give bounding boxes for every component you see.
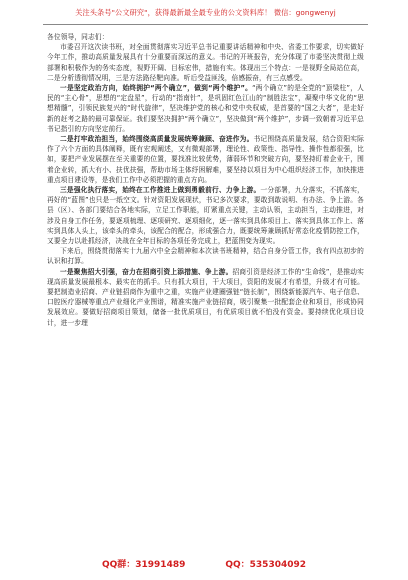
- point-2-heading: 二是打牢政治担当，始终围绕高质量发展统筹兼顾、奋进作为。: [60, 135, 254, 144]
- paragraph-plan-1: [47, 267, 364, 328]
- point-1-text: “两个确立”的是全党的“顶梁柱”，人民的“主心骨”，思想的“定盘星”，行动的“指南针”，是巩固红色江山的“制胜法宝”，凝聚中华文化的“思想精髓”，引领民族复兴的“时代旋律”，坚决维护党的核心和党中央权威，是首要的“国之大者”，是走好新的赶考之路的最可靠保证。我们要坚决拥护“两个确立”，坚决做到“两个维护”，步调一致朝着习近平总书记指引的方向坚定前行。: [47, 84, 364, 133]
- contact-footer: [0, 557, 408, 570]
- qq-number: QQ：535304092: [225, 560, 307, 570]
- qq-group: QQ群：31991489: [101, 560, 186, 570]
- paragraph-point-1: [47, 83, 364, 134]
- paragraph-point-3: [47, 185, 364, 246]
- promo-banner: 关注头条号"公文研究"，获得最新最全最专业的公文资料库！ 微信：gongwenyj: [75, 8, 336, 17]
- paragraph-intro: 市委召开这次读书班，对全面贯彻落实习近平总书记重要讲话精神和中央、省委工作要求，切实做好今年工作，推动高质量发展具有十分重要而深远的意义。书记的开班报告，充分体现了市委坚决贯彻上级部署和积极作为的务实态度，视野开阔、目标宏伟，措施有实。体现出三个特点：一是视野全局站位高，二是分析透彻情况明，三是方法路径靶向准。听后受益匪浅，倍感振奋，有三点感受。: [47, 43, 364, 82]
- paragraph-transition: 下来后，围绕贯彻落实十九届六中全会精神和本次读书班精神，结合自身分管工作，我有四点初步的认识和打算。: [47, 247, 364, 266]
- paragraph-point-2: [47, 134, 364, 185]
- point-3-text: 一分部署，九分落实，不抓落实，再好的“蓝图”也只是一纸空文。针对资阳发展现状，书记多次要求，要敢到敢说明、有办法、争上游。各县（区）、各部门要结合各地实际，立足工作职能，盯紧重点关键，主动认领，主动担当，主动推进，对涉及自身工作任务，要逐项梳理、逐项研究、逐项细化，逐一落实到具体项目上、落实到具体工作上、落实到具体人头上，该牵头的牵头，该配合的配合，形成强合力，既要统筹兼顾抓好常态化疫情防控工作，又要全力以赴抓经济，决战在全年目标的各项任务完成上，把蓝图变为现实。: [47, 186, 364, 246]
- plan-1-text: 招商引资是经济工作的“生命线”，是推动实现高质量发展最根本、最实在的抓手。只有抓大项目，干大项目，资阳的发展才有希望，升级才有可能。要把制造业招商、产业链招商作为重中之重，实施产业建圈强链“链长制”，围绕新能源汽车、电子信息、口腔医疗器械等重点产业细化产业图谱，精准实施产业链招商，吸引聚集一批配套企业和项目，形成协同发展效应。要做好招商项目策划，储备一批优质项目，有优质项目就不怕没有资金。要持续优化项目设计，进一步理: [47, 267, 364, 327]
- point-3-heading: 三是强化执行落实，始终在工作推进上做到勇毅前行、力争上游。: [60, 186, 261, 195]
- greeting: 各位领导，同志们：: [47, 33, 109, 41]
- point-1-heading: 一是坚定政治方向，始终拥护“两个确立”，做到“两个维护”。: [60, 84, 253, 93]
- point-2-text: 书记围绕高质量发展，结合资阳实际作了六个方面的具体阐释，既有宏观阐述，又有微观部署，理论性、政策性、指导性、操作性都很强，比如，要把产业发展摆在至关重要的位置，要找准比较优势，薄弱环节和突破方向，要坚持盯着企业干，围着企业转，抓大有小、扶优扶强，帮助市场主体纾困解难，要坚持以项目为中心组织经济工作，加快推进重点项目建设等，是我们工作中必须把握的重点方向。: [47, 135, 364, 184]
- document-body: [47, 32, 364, 328]
- header-divider: [43, 24, 368, 25]
- plan-1-heading: 一是聚焦招大引强，奋力在招商引资上添措施、争上游。: [60, 267, 233, 276]
